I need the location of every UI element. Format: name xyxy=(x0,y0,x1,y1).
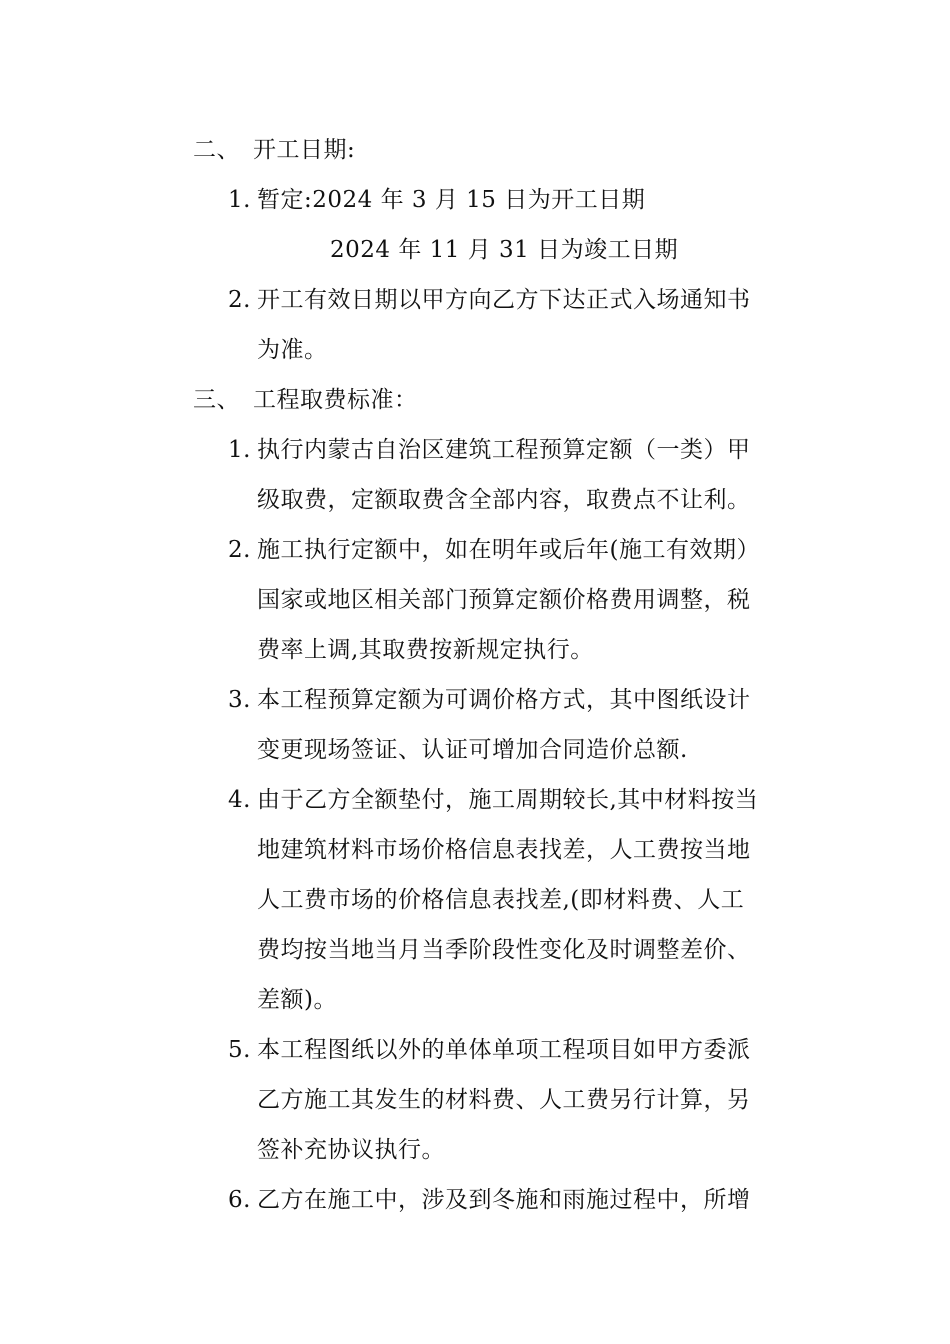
section-3-item-3-number: 3. xyxy=(228,687,251,713)
section-3-item-6-number: 6. xyxy=(228,1187,251,1213)
section-3-item-1-line-1: 执行内蒙古自治区建筑工程预算定额（一类）甲 xyxy=(257,437,751,463)
section-3-item-2-line-1: 施工执行定额中，如在明年或后年(施工有效期） xyxy=(257,537,760,563)
section-3-title: 工程取费标准： xyxy=(253,387,418,413)
section-3-item-4-line-3: 人工费市场的价格信息表找差,(即材料费、人工 xyxy=(257,887,745,913)
section-3-number: 三、 xyxy=(193,387,240,413)
section-3-item-5-number: 5. xyxy=(228,1037,251,1063)
section-3-item-1-line-2: 级取费，定额取费含全部内容，取费点不让利。 xyxy=(257,487,751,513)
section-3-item-2-line-2: 国家或地区相关部门预算定额价格费用调整，税 xyxy=(257,587,751,613)
section-2-item-2-line-2: 为准。 xyxy=(257,337,328,363)
section-3-item-5-line-1: 本工程图纸以外的单体单项工程项目如甲方委派 xyxy=(257,1037,751,1063)
section-2-item-2-line-1: 开工有效日期以甲方向乙方下达正式入场通知书 xyxy=(257,287,751,313)
section-3-item-6-line-1: 乙方在施工中，涉及到冬施和雨施过程中，所增 xyxy=(257,1187,751,1213)
section-3-item-4-line-1: 由于乙方全额垫付，施工周期较长,其中材料按当 xyxy=(257,787,759,813)
section-3-item-2-number: 2. xyxy=(228,537,251,563)
section-2-item-1-number: 1. xyxy=(228,187,251,213)
section-3-item-4-number: 4. xyxy=(228,787,251,813)
section-2-item-2-number: 2. xyxy=(228,287,251,313)
section-3-item-5-line-3: 签补充协议执行。 xyxy=(257,1137,445,1163)
section-2-item-1-line-2: 2024 年 11 月 31 日为竣工日期 xyxy=(330,237,679,263)
section-2-item-1-line-1: 暂定:2024 年 3 月 15 日为开工日期 xyxy=(257,187,646,213)
section-3-item-3-line-2: 变更现场签证、认证可增加合同造价总额. xyxy=(257,737,688,763)
section-3-item-2-line-3: 费率上调,其取费按新规定执行。 xyxy=(257,637,594,663)
section-3-item-4-line-2: 地建筑材料市场价格信息表找差，人工费按当地 xyxy=(257,837,751,863)
section-2-title: 开工日期: xyxy=(253,137,356,163)
section-2-number: 二、 xyxy=(193,137,240,163)
section-3-item-4-line-4: 费均按当地当月当季阶段性变化及时调整差价、 xyxy=(257,937,751,963)
section-3-item-1-number: 1. xyxy=(228,437,251,463)
section-3-item-4-line-5: 差额)。 xyxy=(257,987,337,1013)
section-3-item-5-line-2: 乙方施工其发生的材料费、人工费另行计算，另 xyxy=(257,1087,751,1113)
section-3-item-3-line-1: 本工程预算定额为可调价格方式，其中图纸设计 xyxy=(257,687,751,713)
